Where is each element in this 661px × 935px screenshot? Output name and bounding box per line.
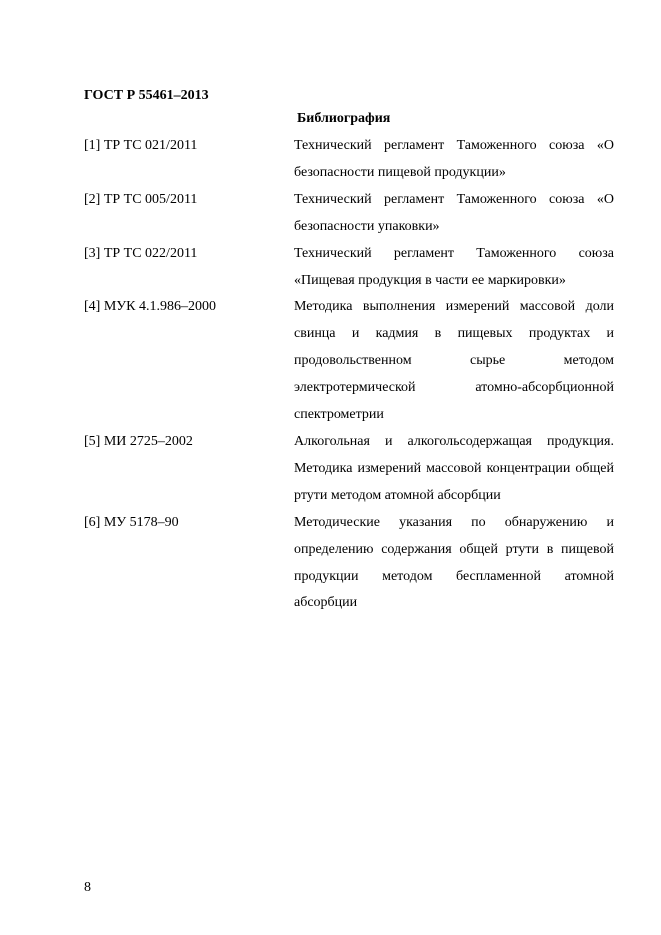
bibliography-reference: [4] МУК 4.1.986–2000 xyxy=(84,299,217,315)
bibliography-entry xyxy=(84,294,614,429)
bibliography-entry xyxy=(84,510,614,618)
document-code: ГОСТ Р 55461–2013 xyxy=(84,88,209,103)
bibliography-description: Технический регламент Таможенного союза «Пищевая продукция в части ее маркировки» xyxy=(294,245,614,288)
bibliography-entry xyxy=(84,241,614,295)
bibliography-description: Технический регламент Таможенного союза «О безопасности пищевой продукции» xyxy=(294,138,614,180)
bibliography-description: Методика выполнения измерений массовой доли свинца и кадмия в пищевых продуктах и продовольственном сырье методом электротермической атомно-абсорбционной спектрометрии xyxy=(294,299,614,423)
bibliography-reference: [5] МИ 2725–2002 xyxy=(84,433,193,449)
bibliography-list xyxy=(84,133,614,617)
bibliography-entry xyxy=(84,429,614,510)
section-title: Библиография xyxy=(297,111,391,126)
bibliography-reference: [3] ТР ТС 022/2011 xyxy=(84,245,198,261)
bibliography-entry xyxy=(84,133,614,187)
bibliography-description: Методические указания по обнаружению и определению содержания общей ртути в пищевой продукции методом беспламенной атомной абсорбции xyxy=(294,514,614,611)
bibliography-reference: [2] ТР ТС 005/2011 xyxy=(84,191,198,207)
bibliography-entry xyxy=(84,187,614,241)
bibliography-description: Алкогольная и алкогольсодержащая продукция. Методика измерений массовой концентрации общей ртути методом атомной абсорбции xyxy=(294,433,614,503)
bibliography-description: Технический регламент Таможенного союза «О безопасности упаковки» xyxy=(294,191,614,234)
bibliography-reference: [1] ТР ТС 021/2011 xyxy=(84,138,198,153)
page-number: 8 xyxy=(84,880,91,895)
bibliography-reference: [6] МУ 5178–90 xyxy=(84,514,179,530)
